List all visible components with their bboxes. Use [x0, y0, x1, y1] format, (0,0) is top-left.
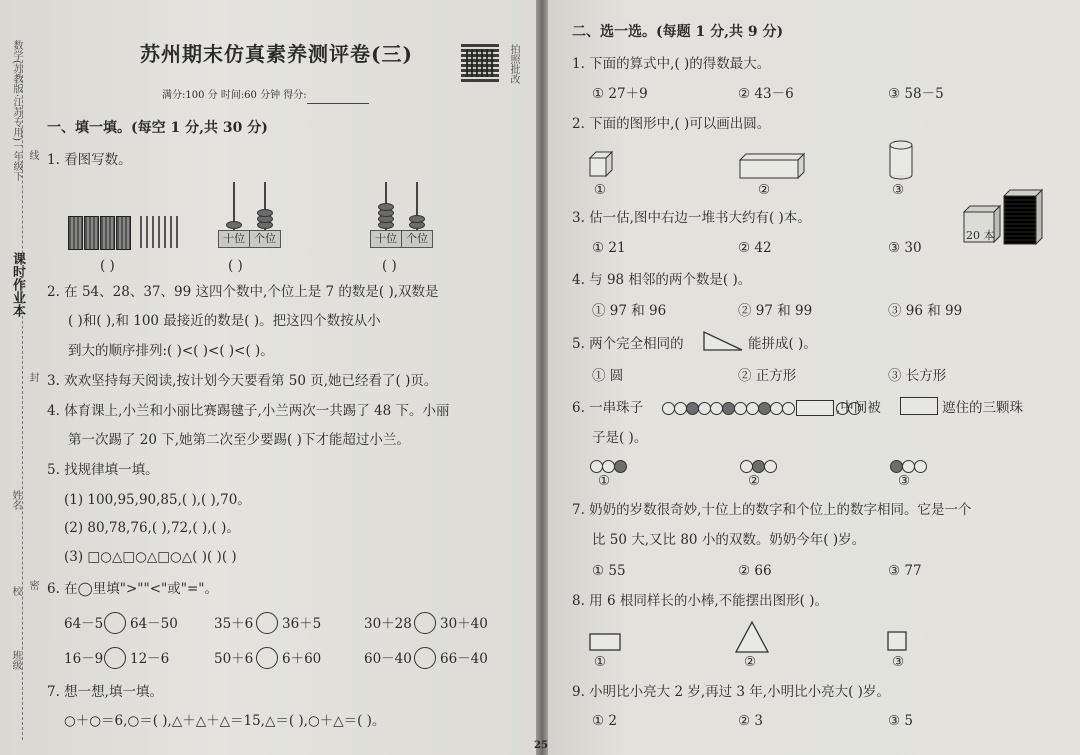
q1-answer-blank-3[interactable]: ( ) — [382, 258, 397, 274]
right-triangle-icon — [702, 330, 744, 352]
bead — [614, 460, 627, 473]
r-q3-text: 3. 估一估,图中右边一堆书大约有( )本。 — [572, 210, 811, 226]
abacus-bead — [226, 221, 242, 229]
r-q5-text-pre: 5. 两个完全相同的 — [572, 336, 684, 352]
r-q2-option-3[interactable]: ③ — [892, 182, 905, 198]
page-title: 苏州期末仿真素养测评卷(三) — [140, 42, 413, 66]
compare-left: 50＋6 — [214, 651, 254, 667]
q4-line-1: 4. 体育课上,小兰和小丽比赛踢毽子,小兰两次一共踢了 48 下。小丽 — [47, 403, 450, 419]
side-subject: 数学(苏教版·江苏专用)一年级下 — [11, 40, 22, 181]
section-1-heading: 一、填一填。(每空 1 分,共 30 分) — [47, 120, 268, 136]
compare-left: 64－5 — [64, 616, 104, 632]
r-q6-text-mid: ,中间被 — [836, 400, 881, 416]
r-q9-option-3[interactable]: ③ 5 — [888, 713, 913, 729]
cylinder-icon — [888, 140, 914, 180]
book-gutter — [536, 0, 548, 755]
compare-circle-input[interactable] — [256, 612, 278, 634]
q2-line-2: ( )和( ),和 100 最接近的数是( )。把这四个数按从小 — [68, 313, 381, 329]
large-book-stack-icon — [1002, 188, 1044, 246]
r-q6-line-2: 子是( )。 — [592, 430, 648, 446]
q1-answer-blank-1[interactable]: ( ) — [100, 258, 115, 274]
cuboid-icon — [738, 152, 806, 180]
covered-box — [796, 400, 834, 416]
r-q4-option-2[interactable]: ② 97 和 99 — [738, 303, 813, 319]
left-page — [0, 0, 536, 755]
q6-text: 6. 在◯里填">""<"或"="。 — [47, 581, 218, 597]
binding-line — [22, 60, 23, 740]
compare-right: 64－50 — [130, 616, 178, 632]
compare-right: 12－6 — [130, 651, 170, 667]
r-q9-option-2[interactable]: ② 3 — [738, 713, 763, 729]
book-stack-label: 20 本 — [966, 229, 995, 242]
r-q9-text: 9. 小明比小亮大 2 岁,再过 3 年,小明比小亮大( )岁。 — [572, 684, 890, 700]
q1-text: 1. 看图写数。 — [47, 152, 132, 168]
r-q1-option-1[interactable]: ① 27＋9 — [592, 86, 648, 102]
score-blank[interactable] — [307, 91, 369, 104]
side-label-xian: 线 — [27, 150, 38, 160]
r-q7-option-1[interactable]: ① 55 — [592, 563, 626, 579]
r-q2-option-2[interactable]: ② — [758, 182, 771, 198]
compare-right: 66－40 — [440, 651, 488, 667]
side-brand: 课时作业本 — [10, 252, 25, 317]
r-q5-option-3[interactable]: ③ 长方形 — [888, 368, 947, 384]
q2-line-3: 到大的顺序排列:( )<( )<( )<( )。 — [68, 343, 274, 359]
q5-text: 5. 找规律填一填。 — [47, 462, 159, 478]
r-q6-option-2[interactable]: ② — [748, 473, 761, 489]
compare-right: 36＋5 — [282, 616, 322, 632]
compare-circle-input[interactable] — [414, 647, 436, 669]
r-q6-text-pre: 6. 一串珠子 — [572, 400, 644, 416]
bead — [914, 460, 927, 473]
r-q9-option-1[interactable]: ① 2 — [592, 713, 617, 729]
stick-bundle — [68, 216, 83, 250]
score-meta — [162, 88, 369, 104]
triangle-icon — [734, 620, 770, 654]
compare-circle-input[interactable] — [104, 647, 126, 669]
right-page — [548, 0, 1080, 755]
cube-icon — [588, 150, 614, 178]
q4-line-2: 第一次踢了 20 下,她第二次至少要踢( )下才能超过小兰。 — [68, 432, 410, 448]
abacus-bead — [409, 215, 425, 223]
bead-option-3[interactable] — [890, 460, 926, 473]
compare-left: 35＋6 — [214, 616, 254, 632]
r-q8-option-1[interactable]: ① — [594, 654, 607, 670]
ones-label: 个位 — [401, 231, 432, 247]
page-number: 25 — [534, 740, 548, 751]
q3-text: 3. 欢欢坚持每天阅读,按计划今天要看第 50 页,她已经看了( )页。 — [47, 373, 438, 389]
side-label-name: 姓名 — [10, 490, 21, 510]
r-q5-option-2[interactable]: ② 正方形 — [738, 368, 797, 384]
compare-circle-input[interactable] — [414, 612, 436, 634]
r-q3-option-3[interactable]: ③ 30 — [888, 240, 922, 256]
r-q5-option-1[interactable]: ① 圆 — [592, 368, 624, 384]
r-q1-text: 1. 下面的算式中,( )的得数最大。 — [572, 56, 771, 72]
r-q8-option-3[interactable]: ③ — [892, 654, 905, 670]
r-q2-option-1[interactable]: ① — [594, 182, 607, 198]
abacus-bead — [378, 203, 394, 211]
bead-option-2[interactable] — [740, 460, 776, 473]
side-label-school: 校 — [10, 586, 21, 596]
q5-part-1: (1) 100,95,90,85,( ),( ),70。 — [64, 492, 251, 508]
rectangle-icon — [588, 632, 622, 654]
r-q7-line-2: 比 50 大,又比 80 小的双数。奶奶今年( )岁。 — [592, 532, 866, 548]
section-2-heading: 二、选一选。(每题 1 分,共 9 分) — [572, 24, 784, 40]
score-meta-text: 满分:100 分 时间:60 分钟 得分: — [162, 90, 307, 101]
r-q4-option-3[interactable]: ③ 96 和 99 — [888, 303, 963, 319]
compare-circle-input[interactable] — [256, 647, 278, 669]
abacus-base — [218, 230, 281, 248]
abacus-bead — [257, 209, 273, 217]
r-q4-text: 4. 与 98 相邻的两个数是( )。 — [572, 272, 752, 288]
r-q1-option-2[interactable]: ② 43－6 — [738, 86, 794, 102]
q2-line-1: 2. 在 54、28、37、99 这四个数中,个位上是 7 的数是( ),双数是 — [47, 284, 439, 300]
q7-text: 7. 想一想,填一填。 — [47, 684, 163, 700]
qr-label: 拍照批改 — [508, 44, 519, 84]
r-q3-option-2[interactable]: ② 42 — [738, 240, 772, 256]
r-q7-line-1: 7. 奶奶的岁数很奇妙,十位上的数字和个位上的数字相同。它是一个 — [572, 502, 972, 518]
ones-label: 个位 — [249, 231, 280, 247]
cover-box-icon — [900, 397, 938, 415]
tens-label: 十位 — [375, 232, 397, 245]
r-q4-option-1[interactable]: ① 97 和 96 — [592, 303, 667, 319]
r-q3-option-1[interactable]: ① 21 — [592, 240, 626, 256]
abacus-base — [370, 230, 433, 248]
r-q8-text: 8. 用 6 根同样长的小棒,不能摆出图形( )。 — [572, 593, 828, 609]
r-q1-option-3[interactable]: ③ 58－5 — [888, 86, 944, 102]
compare-left: 60－40 — [364, 651, 412, 667]
compare-circle-input[interactable] — [104, 612, 126, 634]
compare-left: 16－9 — [64, 651, 104, 667]
compare-right: 30＋40 — [440, 616, 488, 632]
q5-part-3: (3) □○△□○△□○△( )( )( ) — [64, 549, 237, 565]
side-label-mi: 密 — [27, 580, 38, 590]
qr-code-icon[interactable] — [461, 44, 499, 82]
r-q6-option-3[interactable]: ③ — [898, 473, 911, 489]
square-icon — [886, 630, 908, 652]
r-q7-option-3[interactable]: ③ 77 — [888, 563, 922, 579]
side-label-feng: 封 — [27, 372, 38, 382]
side-label-class: 班级 — [10, 650, 21, 670]
r-q2-text: 2. 下面的图形中,( )可以画出圆。 — [572, 116, 771, 132]
r-q8-option-2[interactable]: ② — [744, 654, 757, 670]
bead-string — [662, 400, 860, 416]
stick-bundle — [84, 216, 99, 250]
stick-bundle — [100, 216, 115, 250]
compare-right: 6＋60 — [282, 651, 322, 667]
r-q7-option-2[interactable]: ② 66 — [738, 563, 772, 579]
bead — [764, 460, 777, 473]
tens-label: 十位 — [223, 232, 245, 245]
q1-answer-blank-2[interactable]: ( ) — [228, 258, 243, 274]
bead-option-1[interactable] — [590, 460, 626, 473]
q7-line-1: ○＋○＝6,○＝( ),△＋△＋△＝15,△＝( ),○＋△＝( )。 — [64, 713, 386, 729]
r-q6-option-1[interactable]: ① — [598, 473, 611, 489]
r-q6-text-post: 遮住的三颗珠 — [942, 400, 1023, 416]
stick-bundle — [116, 216, 131, 250]
bead — [782, 402, 795, 415]
loose-sticks — [140, 216, 180, 248]
compare-left: 30＋28 — [364, 616, 412, 632]
r-q5-text-post: 能拼成( )。 — [748, 336, 817, 352]
q5-part-2: (2) 80,78,76,( ),72,( ),( )。 — [64, 520, 240, 536]
